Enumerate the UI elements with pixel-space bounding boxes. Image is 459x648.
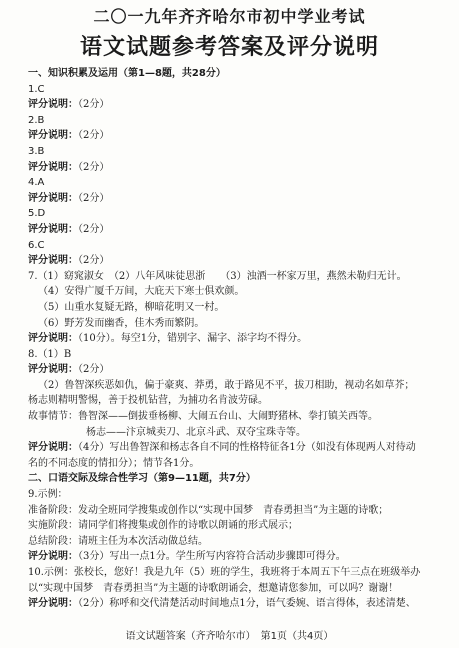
answer-q8-line4: 故事情节：鲁智深——倒拔垂杨柳、大闹五台山、大闹野猪林、拳打镇关西等。 [28, 411, 378, 423]
answer-q2: 2.B [28, 114, 45, 126]
eval-label: 评分说明： [28, 333, 78, 345]
answer-key-title: 语文试题参考答案及评分说明 [79, 35, 379, 60]
eval-q10: 评分说明：（2分）称呼和交代清楚活动时间地点1分，语气委婉、语言得体，表述清楚、 [28, 598, 416, 610]
section-heading-1: 一、知识积累及运用（第1—8题，共28分） [28, 68, 226, 79]
section-heading-2: 二、口语交际及综合性学习（第9—11题，共7分） [28, 473, 256, 485]
eval-label: 评分说明： [28, 130, 78, 142]
eval-q5: 评分说明：（2分） [28, 223, 110, 235]
answer-q9-line2: 准备阶段：发动全班同学搜集或创作以“实现中国梦 青春勇担当”为主题的诗歌； [28, 504, 389, 516]
eval-q8-part2: 评分说明：（4分）写出鲁智深和杨志各自不同的性格特征各1分（如没有体现两人对待动 [28, 442, 416, 454]
eval-label: 评分说明： [28, 598, 78, 610]
answer-q3: 3.B [28, 145, 45, 157]
eval-label: 评分说明： [28, 99, 78, 111]
answer-content [28, 66, 446, 612]
answer-q10-line1: 10.示例：张校长，您好！我是九年（5）班的学生，我班将于本周五下午三点在班级举办 [28, 567, 421, 578]
eval-label: 评分说明： [28, 442, 78, 454]
eval-label: 评分说明： [28, 551, 78, 563]
page-footer: 语文试题答案（齐齐哈尔市） 第1页（共4页） [125, 631, 334, 642]
eval-label: 评分说明： [28, 255, 78, 267]
answer-q8-line3: 杨志则精明警惕，善于投机钻营，为捕功名肯波劳碌。 [28, 395, 268, 407]
answer-q6: 6.C [28, 239, 45, 251]
exam-title: 二〇一九年齐齐哈尔市初中学业考试 [93, 7, 366, 26]
eval-q3: 评分说明：（2分） [28, 161, 110, 173]
eval-q8-part2-cont: 名的不同态度的情扣分）；情节各1分。 [28, 457, 200, 469]
answer-q8-line5: 杨志——汴京城卖刀、北京斗武、双夺宝珠寺等。 [86, 426, 306, 438]
answer-q1: 1.C [28, 83, 45, 95]
eval-q8-part1: 评分说明：（2分） [28, 364, 110, 376]
answer-q9-line4: 总结阶段：请班主任为本次活动做总结。 [28, 535, 208, 547]
answer-q10-line2: 以“实现中国梦 青春勇担当”为主题的诗歌朗诵会，想邀请您参加，可以吗？谢谢！ [28, 582, 399, 594]
eval-label: 评分说明： [28, 223, 78, 235]
eval-q1: 评分说明：（2分） [28, 99, 110, 111]
eval-label: 评分说明： [28, 192, 78, 204]
eval-label: 评分说明： [28, 161, 78, 173]
answer-q4: 4.A [28, 177, 45, 189]
answer-q8-line2: （2）鲁智深疾恶如仇，偏于豪爽、莽勇，敢于路见不平，拔刀相助，视动名如草芥； [38, 379, 415, 391]
answer-q8-line1: 8.（1）B [28, 348, 72, 360]
answer-q9-line3: 实施阶段：请同学们将搜集或创作的诗歌以朗诵的形式展示； [28, 520, 298, 532]
answer-q7-line2: （4）安得广厦千万间，大庇天下寒士俱欢颜。 [38, 286, 245, 298]
answer-q7-line4: （6）野芳发而幽香，佳木秀而繁阴。 [38, 317, 205, 329]
answer-q7-line1: 7.（1）窈窕淑女 （2）八年风味徒思浙 （3）浊酒一杯家万里，燕然未勒归无计。 [28, 270, 407, 282]
answer-q5: 5.D [28, 208, 46, 220]
eval-label: 评分说明： [28, 364, 78, 376]
eval-q4: 评分说明：（2分） [28, 192, 110, 204]
eval-q2: 评分说明：（2分） [28, 130, 110, 142]
answer-q7-line3: （5）山重水复疑无路，柳暗花明又一村。 [38, 301, 225, 313]
eval-q7: 评分说明：（10分）。每空1分，错别字、漏字、添字均不得分。 [28, 333, 308, 345]
answer-q9-line1: 9.示例： [28, 489, 68, 501]
eval-q9: 评分说明：（3分）写出一点1分。学生所写内容符合活动步骤即可得分。 [28, 551, 346, 563]
eval-q6: 评分说明：（2分） [28, 255, 110, 267]
